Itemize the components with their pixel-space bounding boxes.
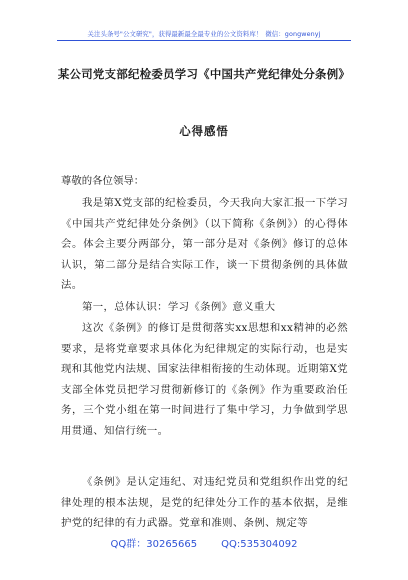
header-banner-text: 关注头条号"公文研究"，获得最新最全最专业的公文资料库！ [87, 30, 263, 38]
section-heading: 第一，总体认识：学习《条例》意义重大 [82, 301, 276, 313]
document-title: 某公司党支部纪检委员学习《中国共产党纪律处分条例》 [57, 67, 351, 81]
header-contact: 微信：gongwenyj [265, 30, 321, 38]
footer-qq-group: QQ群：30265665 [110, 539, 198, 550]
footer-qq: QQ:535304092 [221, 539, 298, 550]
footer-contact [0, 535, 408, 550]
document-subtitle: 心得感悟 [179, 124, 229, 138]
paragraph-regulation: 《条例》是认定违纪、对违纪党员和党组织作出党的纪律处理的根本法规，是党的纪律处分工作的基本依据，是维护党的纪律的有力武器。党章和准则、条例、规定等 [61, 476, 348, 530]
paragraph-intro: 我是第X党支部的纪检委员，今天我向大家汇报一下学习《中国共产党纪律处分条例》（以下简称《条例》）的心得体会。体会主要分两部分，第一部分是对《条例》修订的总体认识，第二部分是结合实际工作，谈一下贯彻条例的具体做法。 [61, 197, 348, 292]
paragraph-revision: 这次《条例》的修订是贯彻落实xx思想和xx精神的必然要求，是将党章要求具体化为纪律规定的实际行动，也是实现和其他党内法规、国家法律相衔接的生动体现。近期第X党支部全体党员把学习贯彻新修订的《条例》作为重要政治任务，三个党小组在第一时间进行了集中学习，力争做到学思用贯通、知信行统一。 [61, 322, 349, 437]
header-divider [57, 40, 351, 41]
header-banner [0, 29, 408, 38]
greeting: 尊敬的各位领导： [61, 175, 145, 187]
